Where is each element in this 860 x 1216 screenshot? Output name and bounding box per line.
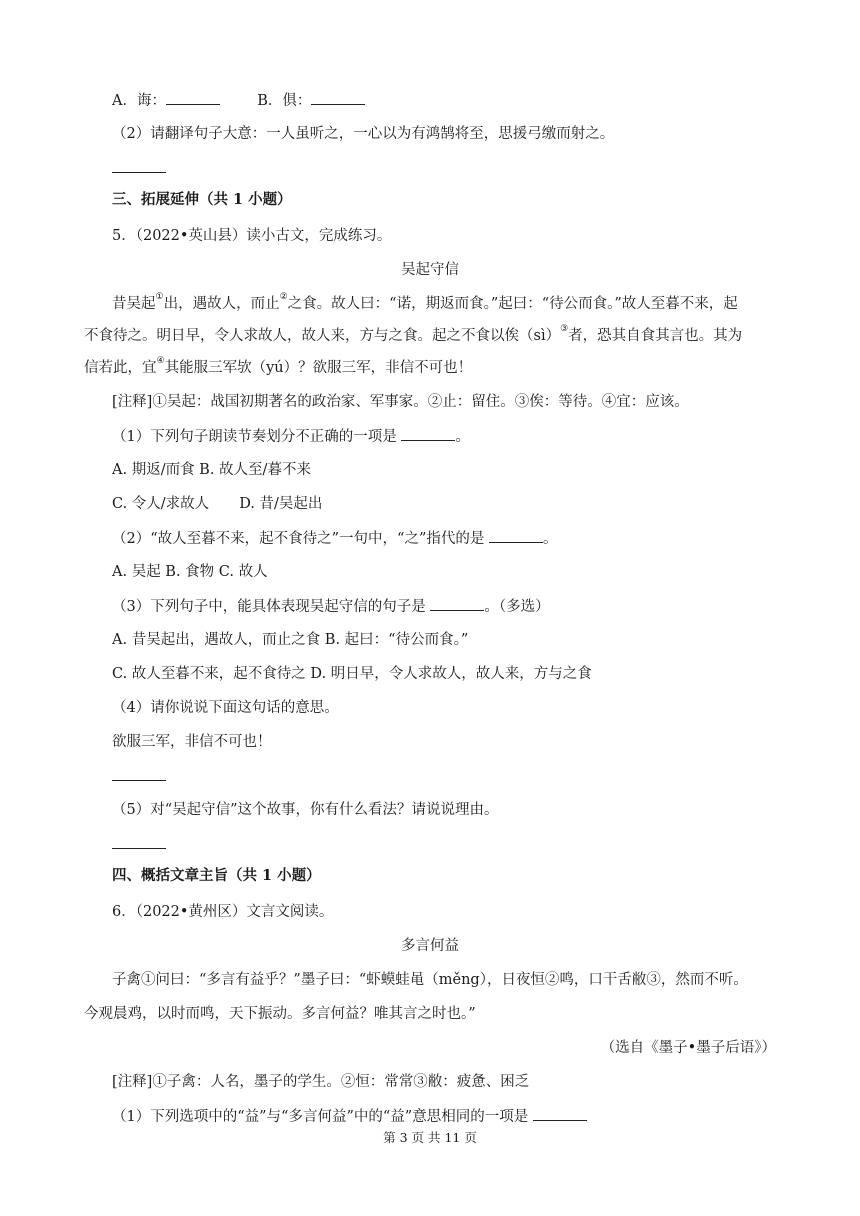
passage2-line-2: 今观晨鸡，以时而鸣，天下振动。多言何益？唯其言之时也。”: [84, 1006, 476, 1022]
punctuation: 。: [455, 429, 470, 445]
q4-subquestion-2: （2）请翻译句子大意：一人虽听之，一心以为有鸿鹄将至，思援弓缴而射之。: [112, 126, 615, 142]
q5-sub-3: [112, 596, 550, 617]
passage-text: 昔吴起: [112, 296, 156, 312]
passage-title-wuqi: 吴起守信: [401, 262, 459, 278]
q6-intro: 6．（2022•黄州区）文言文阅读。: [112, 904, 334, 920]
q5-sub-1-options-ab: A. 期返/而食 B. 故人至/暮不来: [112, 462, 311, 478]
page-footer: 第 3 页 共 11 页: [383, 1130, 477, 1145]
q5-sub-2-blank[interactable]: [489, 528, 543, 543]
passage-text: 出，遇故人，而止: [163, 296, 280, 312]
q5-sub-3-blank[interactable]: [430, 596, 484, 611]
passage-line-1: [112, 294, 738, 314]
passage-text: 信若此，宜: [84, 360, 157, 376]
footnote-marker-2: ②: [279, 292, 288, 302]
punctuation: 。: [542, 531, 558, 547]
passage-text: 不食待之。明日早，令人求故人，故人来，方与之食。起之不食以俟（sì）: [84, 328, 561, 344]
q5-sub-5-answer-line[interactable]: [112, 848, 166, 849]
passage2-notes: [注释]①子禽：人名，墨子的学生。②恒：常常③敝：疲惫、困乏: [112, 1074, 530, 1090]
section-3-heading: 三、拓展延伸（共 1 小题）: [112, 191, 292, 208]
option-c: C. 令人/求故人: [112, 496, 210, 512]
q5-intro: 5．（2022•英山县）读小古文，完成练习。: [112, 228, 392, 244]
q5-sub-2-options: A. 吴起 B. 食物 C. 故人: [112, 564, 268, 580]
passage2-line-1: 子禽①问曰：“多言有益乎？”墨子曰：“虾蟆蛙黾（měng），日夜恒②鸣，口干舌敝③，然而不听。: [112, 972, 748, 988]
q6-sub-1-text: （1）下列选项中的“益”与“多言何益”中的“益”意思相同的一项是: [112, 1109, 529, 1125]
q4-answer-line[interactable]: [112, 172, 166, 173]
footnote-marker-4: ④: [156, 356, 165, 366]
q5-sub-5: （5）对“吴起守信”这个故事，你有什么看法？请说说理由。: [112, 802, 499, 818]
option-d: D. 昔/吴起出: [239, 496, 323, 512]
q5-sub-1-text: （1）下列句子朗读节奏划分不正确的一项是: [112, 429, 397, 445]
q5-sub-2: [112, 528, 557, 549]
q5-sub-3-options-ab: A. 昔吴起出，遇故人，而止之食 B. 起曰：“待公而食。”: [112, 632, 469, 648]
punctuation: 。（多选）: [484, 599, 550, 615]
q4-option-b-blank[interactable]: [311, 90, 365, 105]
passage-title-duoyan: 多言何益: [401, 938, 459, 954]
passage-notes: [注释]①吴起：战国初期著名的政治家、军事家。②止：留住。③俟：等待。④宜：应该。: [112, 394, 689, 410]
q5-sub-4-answer-line[interactable]: [112, 780, 166, 781]
q4-option-a: A．诲：: [112, 93, 166, 109]
passage-text: 者，恐其自食其言也。其为: [568, 328, 743, 344]
q5-sub-4: （4）请你说说下面这句话的意思。: [112, 700, 339, 716]
q5-sub-4-quote: 欲服三军，非信不可也！: [112, 734, 272, 750]
q4-option-a-blank[interactable]: [166, 90, 220, 105]
passage-line-3: [84, 358, 472, 378]
q5-sub-1: [112, 426, 470, 447]
q6-sub-1-blank[interactable]: [533, 1106, 587, 1121]
q5-sub-3-text: （3）下列句子中，能具体表现吴起守信的句子是: [112, 599, 426, 615]
passage-text: 其能服三军欤（yú）？欲服三军，非信不可也！: [164, 360, 473, 376]
footnote-marker-1: ①: [155, 292, 164, 302]
passage2-source: （选自《墨子•墨子后语》）: [600, 1040, 776, 1056]
q5-sub-3-options-cd: C. 故人至暮不来，起不食待之 D. 明日早，令人求故人，故人来，方与之食: [112, 666, 592, 682]
q6-sub-1: [112, 1106, 587, 1127]
q4-option-b: B．俱：: [257, 93, 312, 109]
q5-sub-2-text: （2）“故人至暮不来，起不食待之”一句中，“之”指代的是: [112, 531, 485, 547]
q4-options-line: [112, 90, 365, 111]
section-4-heading: 四、概括文章主旨（共 1 小题）: [112, 867, 321, 884]
passage-text: 之食。故人曰：“诺，期返而食。”起曰：“待公而食。”故人至暮不来，起: [287, 296, 738, 312]
q5-sub-1-blank[interactable]: [401, 426, 455, 441]
footnote-marker-3: ③: [560, 324, 569, 334]
q5-sub-1-options-cd: [112, 494, 322, 514]
passage-line-2: [84, 326, 742, 346]
